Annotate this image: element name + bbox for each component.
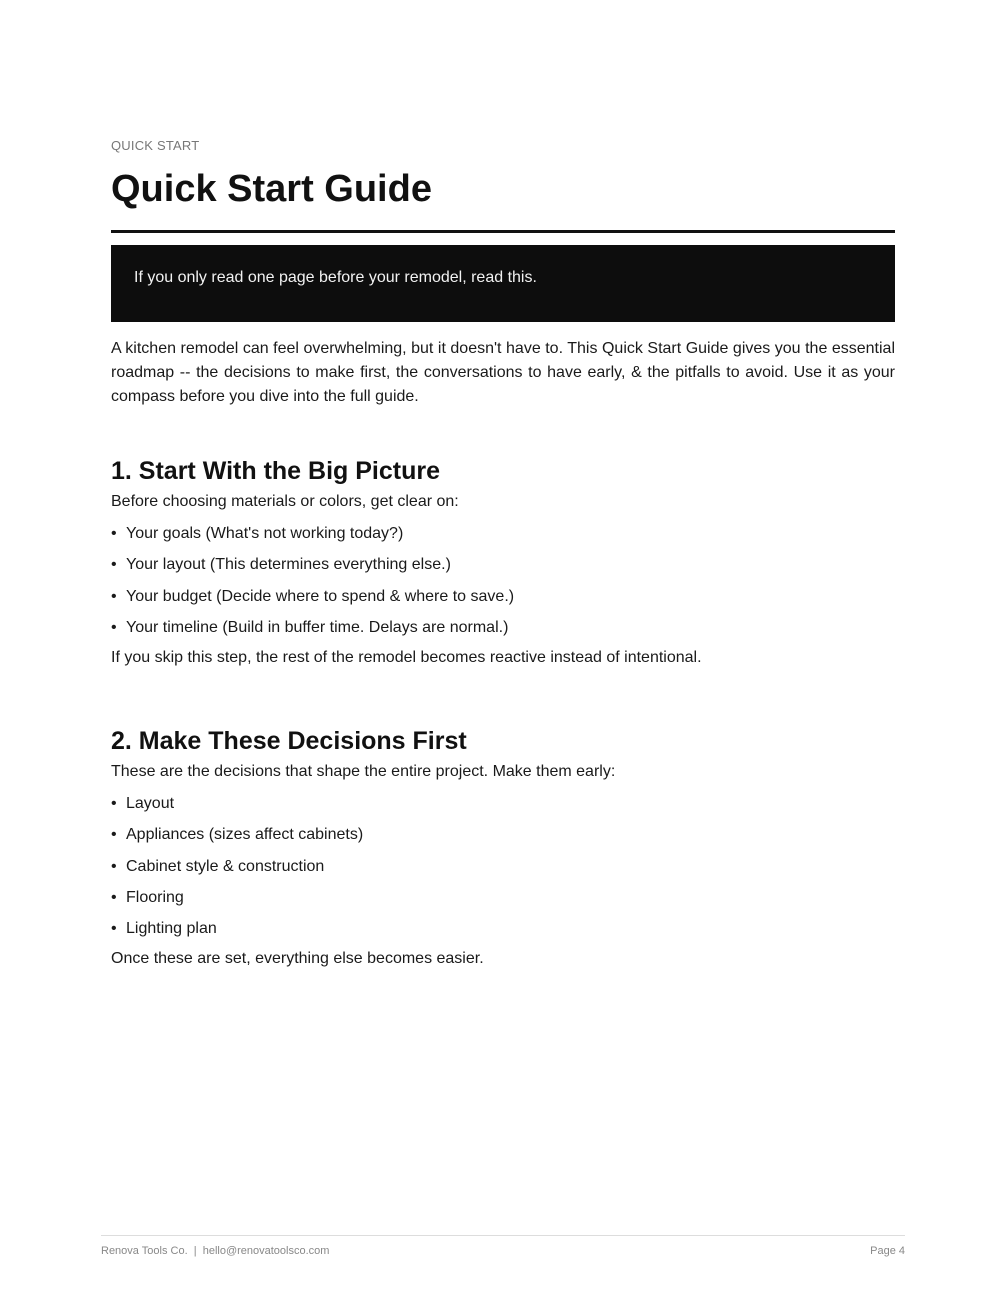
bullet-icon: • <box>111 525 117 542</box>
section-heading: 1. Start With the Big Picture <box>111 457 440 485</box>
list-item-text: Lighting plan <box>126 920 217 938</box>
list-item-text: Flooring <box>126 888 184 906</box>
page-number: Page 4 <box>870 1245 905 1257</box>
list-item-text: Appliances (sizes affect cabinets) <box>126 826 364 844</box>
list-item <box>111 856 895 887</box>
footer-divider <box>101 1235 905 1236</box>
list-item <box>111 793 895 824</box>
list-item <box>111 586 895 617</box>
bullet-icon: • <box>111 795 117 812</box>
list-item <box>111 523 895 554</box>
section-heading: 2. Make These Decisions First <box>111 727 467 755</box>
callout-text: If you only read one page before your remodel, read this. <box>134 269 537 286</box>
bullet-icon: • <box>111 857 117 875</box>
bullet-icon: • <box>111 920 117 938</box>
list-item <box>111 887 895 918</box>
callout-box <box>111 245 895 322</box>
section-lead: Before choosing materials or colors, get clear on: <box>111 493 459 510</box>
section-lead: These are the decisions that shape the entire project. Make them early: <box>111 763 616 780</box>
list-item <box>111 617 895 648</box>
list-item <box>111 554 895 585</box>
section-closing: If you skip this step, the rest of the remodel becomes reactive instead of intentional. <box>111 649 702 667</box>
bullet-list <box>111 793 895 949</box>
list-item-text: Cabinet style & construction <box>126 857 325 875</box>
section-closing: Once these are set, everything else becomes easier. <box>111 950 484 968</box>
section-big-picture <box>111 456 895 669</box>
section-eyebrow: QUICK START <box>111 138 200 153</box>
list-item-text: Your budget (Decide where to spend & where to save.) <box>126 587 515 605</box>
list-item <box>111 824 895 855</box>
bullet-icon: • <box>111 618 117 636</box>
bullet-list <box>111 523 895 648</box>
page-title: Quick Start Guide <box>111 168 432 210</box>
section-decisions-first <box>111 726 895 970</box>
list-item-text: Layout <box>126 795 175 812</box>
intro-paragraph: A kitchen remodel can feel overwhelming, but it doesn't have to. This Quick Start Guide gives you the essential roadmap -- the decisions to make first, the conversations to have early, & the pitfalls to avoid. Use it as your compass before you dive into the full guide. <box>111 340 895 405</box>
footer-company-contact: Renova Tools Co. | hello@renovatoolsco.com <box>101 1245 330 1257</box>
bullet-icon: • <box>111 888 117 906</box>
title-divider <box>111 230 895 233</box>
list-item-text: Your goals (What's not working today?) <box>126 525 404 542</box>
bullet-icon: • <box>111 587 117 605</box>
list-item-text: Your timeline (Build in buffer time. Delays are normal.) <box>126 618 509 636</box>
list-item <box>111 918 895 949</box>
bullet-icon: • <box>111 826 117 844</box>
bullet-icon: • <box>111 556 117 574</box>
list-item-text: Your layout (This determines everything else.) <box>126 556 451 574</box>
